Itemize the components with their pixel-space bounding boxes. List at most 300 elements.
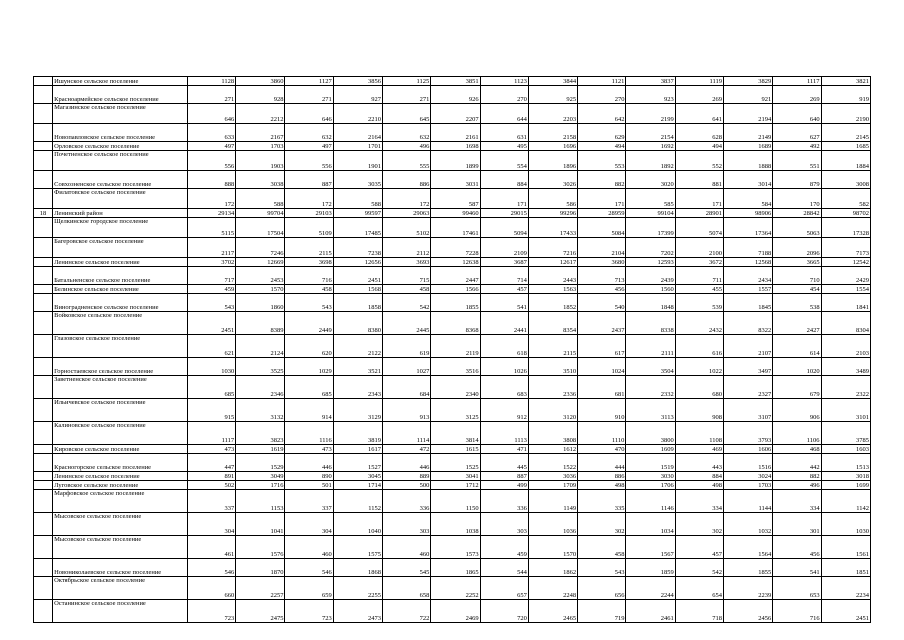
value-cell: 99704 xyxy=(236,209,285,218)
value-cell: 3785 xyxy=(821,422,870,445)
value-cell: 718 xyxy=(675,600,723,623)
value-cell: 2124 xyxy=(236,335,285,358)
value-cell: 2469 xyxy=(431,600,480,623)
value-cell: 2103 xyxy=(821,335,870,358)
value-cell: 459 xyxy=(480,536,528,559)
value-cell: 12568 xyxy=(724,258,773,267)
value-cell: 3038 xyxy=(236,171,285,189)
value-cell: 554 xyxy=(480,151,528,171)
row-number-cell xyxy=(34,238,53,258)
value-cell: 713 xyxy=(578,267,626,285)
value-cell: 3035 xyxy=(333,171,382,189)
value-cell: 2447 xyxy=(431,267,480,285)
value-cell: 3120 xyxy=(528,399,577,422)
value-cell: 923 xyxy=(626,86,675,104)
value-cell: 3808 xyxy=(528,422,577,445)
value-cell: 1123 xyxy=(480,77,528,86)
value-cell: 3844 xyxy=(528,77,577,86)
value-cell: 1609 xyxy=(626,445,675,454)
settlement-name-cell: Ильичевское сельское поселение xyxy=(53,399,188,422)
value-cell: 2190 xyxy=(821,104,870,124)
value-cell: 3031 xyxy=(431,171,480,189)
value-cell: 884 xyxy=(675,472,723,481)
value-cell: 17461 xyxy=(431,218,480,238)
value-cell: 543 xyxy=(578,559,626,577)
value-cell: 457 xyxy=(675,536,723,559)
value-cell: 5109 xyxy=(285,218,333,238)
value-cell: 2194 xyxy=(724,104,773,124)
row-number-cell xyxy=(34,376,53,399)
value-cell: 1862 xyxy=(528,559,577,577)
row-number-cell xyxy=(34,142,53,151)
value-cell: 2252 xyxy=(431,577,480,600)
row-number-cell xyxy=(34,218,53,238)
value-cell: 1884 xyxy=(821,151,870,171)
value-cell: 5094 xyxy=(480,218,528,238)
row-number-cell xyxy=(34,189,53,209)
value-cell: 17433 xyxy=(528,218,577,238)
table-row xyxy=(34,171,871,189)
value-cell: 302 xyxy=(578,513,626,536)
value-cell: 447 xyxy=(187,454,235,472)
row-number-cell xyxy=(34,577,53,600)
value-cell: 925 xyxy=(528,86,577,104)
value-cell: 5063 xyxy=(773,218,821,238)
value-cell: 8322 xyxy=(724,312,773,335)
value-cell: 12593 xyxy=(626,258,675,267)
value-cell: 1041 xyxy=(236,513,285,536)
settlement-name-cell: Октябрьское сельское поселение xyxy=(53,577,188,600)
value-cell: 3026 xyxy=(528,171,577,189)
value-cell: 2145 xyxy=(821,124,870,142)
value-cell: 881 xyxy=(675,171,723,189)
value-cell: 502 xyxy=(187,481,235,490)
value-cell: 7216 xyxy=(528,238,577,258)
settlement-name-cell: Совхозненское сельское поселение xyxy=(53,171,188,189)
value-cell: 459 xyxy=(187,285,235,294)
value-cell: 2451 xyxy=(821,600,870,623)
settlement-name-cell: Марфовское сельское поселение xyxy=(53,490,188,513)
value-cell: 1563 xyxy=(528,285,577,294)
row-number-cell xyxy=(34,267,53,285)
value-cell: 716 xyxy=(773,600,821,623)
value-cell: 454 xyxy=(773,285,821,294)
value-cell: 2112 xyxy=(383,238,431,258)
value-cell: 171 xyxy=(480,189,528,209)
row-number-cell xyxy=(34,294,53,312)
value-cell: 3113 xyxy=(626,399,675,422)
value-cell: 645 xyxy=(383,104,431,124)
value-cell: 3793 xyxy=(724,422,773,445)
value-cell: 12617 xyxy=(528,258,577,267)
value-cell: 1709 xyxy=(528,481,577,490)
table-row xyxy=(34,536,871,559)
value-cell: 1024 xyxy=(578,358,626,376)
value-cell: 1153 xyxy=(236,490,285,513)
value-cell: 711 xyxy=(675,267,723,285)
value-cell: 28959 xyxy=(578,209,626,218)
value-cell: 271 xyxy=(187,86,235,104)
value-cell: 1566 xyxy=(431,285,480,294)
value-cell: 2119 xyxy=(431,335,480,358)
value-cell: 1570 xyxy=(236,285,285,294)
value-cell: 3045 xyxy=(333,472,382,481)
table-row xyxy=(34,577,871,600)
value-cell: 171 xyxy=(578,189,626,209)
value-cell: 3837 xyxy=(626,77,675,86)
table-body xyxy=(34,77,871,623)
row-number-cell xyxy=(34,559,53,577)
value-cell: 2115 xyxy=(528,335,577,358)
value-cell: 1703 xyxy=(236,142,285,151)
value-cell: 2441 xyxy=(480,312,528,335)
value-cell: 1108 xyxy=(675,422,723,445)
value-cell: 2239 xyxy=(724,577,773,600)
row-number-cell xyxy=(34,358,53,376)
value-cell: 2451 xyxy=(333,267,382,285)
value-cell: 303 xyxy=(383,513,431,536)
value-cell: 7246 xyxy=(236,238,285,258)
value-cell: 172 xyxy=(187,189,235,209)
value-cell: 1152 xyxy=(333,490,382,513)
row-number-cell xyxy=(34,600,53,623)
value-cell: 2096 xyxy=(773,238,821,258)
settlement-name-cell: Ишунское сельское поселение xyxy=(53,77,188,86)
value-cell: 1703 xyxy=(724,481,773,490)
value-cell: 304 xyxy=(285,513,333,536)
value-cell: 2427 xyxy=(773,312,821,335)
value-cell: 1903 xyxy=(236,151,285,171)
value-cell: 2199 xyxy=(626,104,675,124)
value-cell: 1513 xyxy=(821,454,870,472)
value-cell: 3693 xyxy=(383,258,431,267)
value-cell: 653 xyxy=(773,577,821,600)
value-cell: 1858 xyxy=(333,294,382,312)
settlement-name-cell: Щелкинское городское поселение xyxy=(53,218,188,238)
value-cell: 29134 xyxy=(187,209,235,218)
value-cell: 1034 xyxy=(626,513,675,536)
value-cell: 171 xyxy=(675,189,723,209)
settlement-name-cell: Багеровское сельское поселение xyxy=(53,238,188,258)
value-cell: 3860 xyxy=(236,77,285,86)
value-cell: 269 xyxy=(675,86,723,104)
value-cell: 3049 xyxy=(236,472,285,481)
value-cell: 614 xyxy=(773,335,821,358)
value-cell: 3497 xyxy=(724,358,773,376)
value-cell: 7202 xyxy=(626,238,675,258)
value-cell: 2158 xyxy=(528,124,577,142)
value-cell: 473 xyxy=(285,445,333,454)
table-row xyxy=(34,86,871,104)
settlement-name-cell: Войковское сельское поселение xyxy=(53,312,188,335)
value-cell: 1119 xyxy=(675,77,723,86)
value-cell: 2117 xyxy=(187,238,235,258)
value-cell: 499 xyxy=(480,481,528,490)
value-cell: 2443 xyxy=(528,267,577,285)
value-cell: 720 xyxy=(480,600,528,623)
value-cell: 498 xyxy=(578,481,626,490)
value-cell: 710 xyxy=(773,267,821,285)
settlement-name-cell: Заветненское сельское поселение xyxy=(53,376,188,399)
value-cell: 912 xyxy=(480,399,528,422)
value-cell: 716 xyxy=(285,267,333,285)
value-cell: 172 xyxy=(383,189,431,209)
value-cell: 1576 xyxy=(236,536,285,559)
value-cell: 99296 xyxy=(528,209,577,218)
value-cell: 542 xyxy=(675,559,723,577)
value-cell: 553 xyxy=(578,151,626,171)
value-cell: 2212 xyxy=(236,104,285,124)
value-cell: 3504 xyxy=(626,358,675,376)
value-cell: 494 xyxy=(578,142,626,151)
value-cell: 722 xyxy=(383,600,431,623)
value-cell: 714 xyxy=(480,267,528,285)
value-cell: 2437 xyxy=(578,312,626,335)
value-cell: 1030 xyxy=(187,358,235,376)
table-row xyxy=(34,238,871,258)
value-cell: 461 xyxy=(187,536,235,559)
value-cell: 658 xyxy=(383,577,431,600)
value-cell: 2332 xyxy=(626,376,675,399)
table-row xyxy=(34,209,871,218)
value-cell: 1036 xyxy=(528,513,577,536)
value-cell: 685 xyxy=(285,376,333,399)
value-cell: 3800 xyxy=(626,422,675,445)
value-cell: 685 xyxy=(187,376,235,399)
settlement-name-cell: Почетненское сельское поселение xyxy=(53,151,188,171)
value-cell: 2244 xyxy=(626,577,675,600)
value-cell: 1567 xyxy=(626,536,675,559)
value-cell: 2327 xyxy=(724,376,773,399)
value-cell: 7188 xyxy=(724,238,773,258)
value-cell: 2340 xyxy=(431,376,480,399)
value-cell: 99460 xyxy=(431,209,480,218)
value-cell: 2248 xyxy=(528,577,577,600)
value-cell: 170 xyxy=(773,189,821,209)
value-cell: 445 xyxy=(480,454,528,472)
value-cell: 3101 xyxy=(821,399,870,422)
value-cell: 1146 xyxy=(626,490,675,513)
value-cell: 1852 xyxy=(528,294,577,312)
value-cell: 617 xyxy=(578,335,626,358)
table-row xyxy=(34,285,871,294)
settlement-name-cell: Глазовское сельское поселение xyxy=(53,335,188,358)
value-cell: 588 xyxy=(333,189,382,209)
settlement-name-cell: Филатовское сельское поселение xyxy=(53,189,188,209)
value-cell: 546 xyxy=(187,559,235,577)
value-cell: 656 xyxy=(578,577,626,600)
value-cell: 8380 xyxy=(333,312,382,335)
table-row xyxy=(34,142,871,151)
value-cell: 1855 xyxy=(724,559,773,577)
value-cell: 1027 xyxy=(383,358,431,376)
value-cell: 584 xyxy=(724,189,773,209)
table-row xyxy=(34,267,871,285)
value-cell: 2107 xyxy=(724,335,773,358)
value-cell: 458 xyxy=(285,285,333,294)
value-cell: 582 xyxy=(821,189,870,209)
value-cell: 468 xyxy=(773,445,821,454)
value-cell: 1570 xyxy=(528,536,577,559)
value-cell: 2429 xyxy=(821,267,870,285)
value-cell: 98702 xyxy=(821,209,870,218)
value-cell: 494 xyxy=(675,142,723,151)
value-cell: 715 xyxy=(383,267,431,285)
value-cell: 1698 xyxy=(431,142,480,151)
value-cell: 1845 xyxy=(724,294,773,312)
value-cell: 619 xyxy=(383,335,431,358)
value-cell: 1892 xyxy=(626,151,675,171)
settlement-name-cell: Батальненское сельское поселение xyxy=(53,267,188,285)
value-cell: 887 xyxy=(480,472,528,481)
table-row xyxy=(34,312,871,335)
row-number-cell xyxy=(34,445,53,454)
value-cell: 640 xyxy=(773,104,821,124)
value-cell: 2343 xyxy=(333,376,382,399)
value-cell: 1896 xyxy=(528,151,577,171)
value-cell: 891 xyxy=(187,472,235,481)
value-cell: 552 xyxy=(675,151,723,171)
value-cell: 3107 xyxy=(724,399,773,422)
value-cell: 457 xyxy=(480,285,528,294)
value-cell: 888 xyxy=(187,171,235,189)
table-row xyxy=(34,445,871,454)
value-cell: 3041 xyxy=(431,472,480,481)
value-cell: 644 xyxy=(480,104,528,124)
value-cell: 2453 xyxy=(236,267,285,285)
value-cell: 543 xyxy=(187,294,235,312)
value-cell: 1116 xyxy=(285,422,333,445)
table-row xyxy=(34,77,871,86)
value-cell: 2449 xyxy=(285,312,333,335)
value-cell: 3829 xyxy=(724,77,773,86)
value-cell: 1527 xyxy=(333,454,382,472)
value-cell: 1040 xyxy=(333,513,382,536)
settlement-name-cell: Виноградненское сельское поселение xyxy=(53,294,188,312)
value-cell: 3132 xyxy=(236,399,285,422)
value-cell: 1714 xyxy=(333,481,382,490)
table-row xyxy=(34,218,871,238)
value-cell: 1114 xyxy=(383,422,431,445)
value-cell: 1573 xyxy=(431,536,480,559)
value-cell: 460 xyxy=(285,536,333,559)
value-cell: 2154 xyxy=(626,124,675,142)
value-cell: 1149 xyxy=(528,490,577,513)
row-number-cell xyxy=(34,86,53,104)
value-cell: 1529 xyxy=(236,454,285,472)
value-cell: 271 xyxy=(285,86,333,104)
value-cell: 172 xyxy=(285,189,333,209)
value-cell: 304 xyxy=(187,513,235,536)
value-cell: 1022 xyxy=(675,358,723,376)
value-cell: 556 xyxy=(285,151,333,171)
value-cell: 3018 xyxy=(821,472,870,481)
value-cell: 1619 xyxy=(236,445,285,454)
settlement-name-cell: Останинское сельское поселение xyxy=(53,600,188,623)
row-number-cell xyxy=(34,490,53,513)
value-cell: 555 xyxy=(383,151,431,171)
value-cell: 3036 xyxy=(528,472,577,481)
settlement-name-cell: Калиновское сельское поселение xyxy=(53,422,188,445)
row-number-cell xyxy=(34,454,53,472)
value-cell: 12638 xyxy=(431,258,480,267)
value-cell: 2456 xyxy=(724,600,773,623)
value-cell: 472 xyxy=(383,445,431,454)
value-cell: 1855 xyxy=(431,294,480,312)
value-cell: 501 xyxy=(285,481,333,490)
value-cell: 2461 xyxy=(626,600,675,623)
value-cell: 587 xyxy=(431,189,480,209)
value-cell: 913 xyxy=(383,399,431,422)
value-cell: 500 xyxy=(383,481,431,490)
value-cell: 5084 xyxy=(578,218,626,238)
value-cell: 1568 xyxy=(333,285,382,294)
value-cell: 446 xyxy=(383,454,431,472)
value-cell: 1125 xyxy=(383,77,431,86)
value-cell: 618 xyxy=(480,335,528,358)
value-cell: 1701 xyxy=(333,142,382,151)
value-cell: 1706 xyxy=(626,481,675,490)
value-cell: 1851 xyxy=(821,559,870,577)
value-cell: 1561 xyxy=(821,536,870,559)
value-cell: 2465 xyxy=(528,600,577,623)
value-cell: 1848 xyxy=(626,294,675,312)
value-cell: 915 xyxy=(187,399,235,422)
value-cell: 884 xyxy=(480,171,528,189)
value-cell: 3489 xyxy=(821,358,870,376)
settlement-name-cell: Новониколаевское сельское поселение xyxy=(53,559,188,577)
value-cell: 12669 xyxy=(236,258,285,267)
value-cell: 456 xyxy=(773,536,821,559)
value-cell: 337 xyxy=(187,490,235,513)
value-cell: 302 xyxy=(675,513,723,536)
value-cell: 541 xyxy=(773,559,821,577)
value-cell: 3665 xyxy=(773,258,821,267)
value-cell: 1128 xyxy=(187,77,235,86)
value-cell: 541 xyxy=(480,294,528,312)
value-cell: 1117 xyxy=(187,422,235,445)
table-row xyxy=(34,600,871,623)
value-cell: 8338 xyxy=(626,312,675,335)
value-cell: 12656 xyxy=(333,258,382,267)
value-cell: 3823 xyxy=(236,422,285,445)
value-cell: 2439 xyxy=(626,267,675,285)
value-cell: 8304 xyxy=(821,312,870,335)
value-cell: 1692 xyxy=(626,142,675,151)
value-cell: 2111 xyxy=(626,335,675,358)
value-cell: 7238 xyxy=(333,238,382,258)
value-cell: 2167 xyxy=(236,124,285,142)
value-cell: 680 xyxy=(675,376,723,399)
value-cell: 2207 xyxy=(431,104,480,124)
value-cell: 471 xyxy=(480,445,528,454)
value-cell: 29103 xyxy=(285,209,333,218)
settlement-name-cell: Ленинское сельское поселение xyxy=(53,472,188,481)
value-cell: 540 xyxy=(578,294,626,312)
value-cell: 908 xyxy=(675,399,723,422)
value-cell: 458 xyxy=(578,536,626,559)
value-cell: 303 xyxy=(480,513,528,536)
table-row xyxy=(34,335,871,358)
value-cell: 3125 xyxy=(431,399,480,422)
value-cell: 642 xyxy=(578,104,626,124)
value-cell: 616 xyxy=(675,335,723,358)
value-cell: 3516 xyxy=(431,358,480,376)
value-cell: 2322 xyxy=(821,376,870,399)
value-cell: 926 xyxy=(431,86,480,104)
settlement-name-cell: Красногорское сельское поселение xyxy=(53,454,188,472)
value-cell: 919 xyxy=(821,86,870,104)
